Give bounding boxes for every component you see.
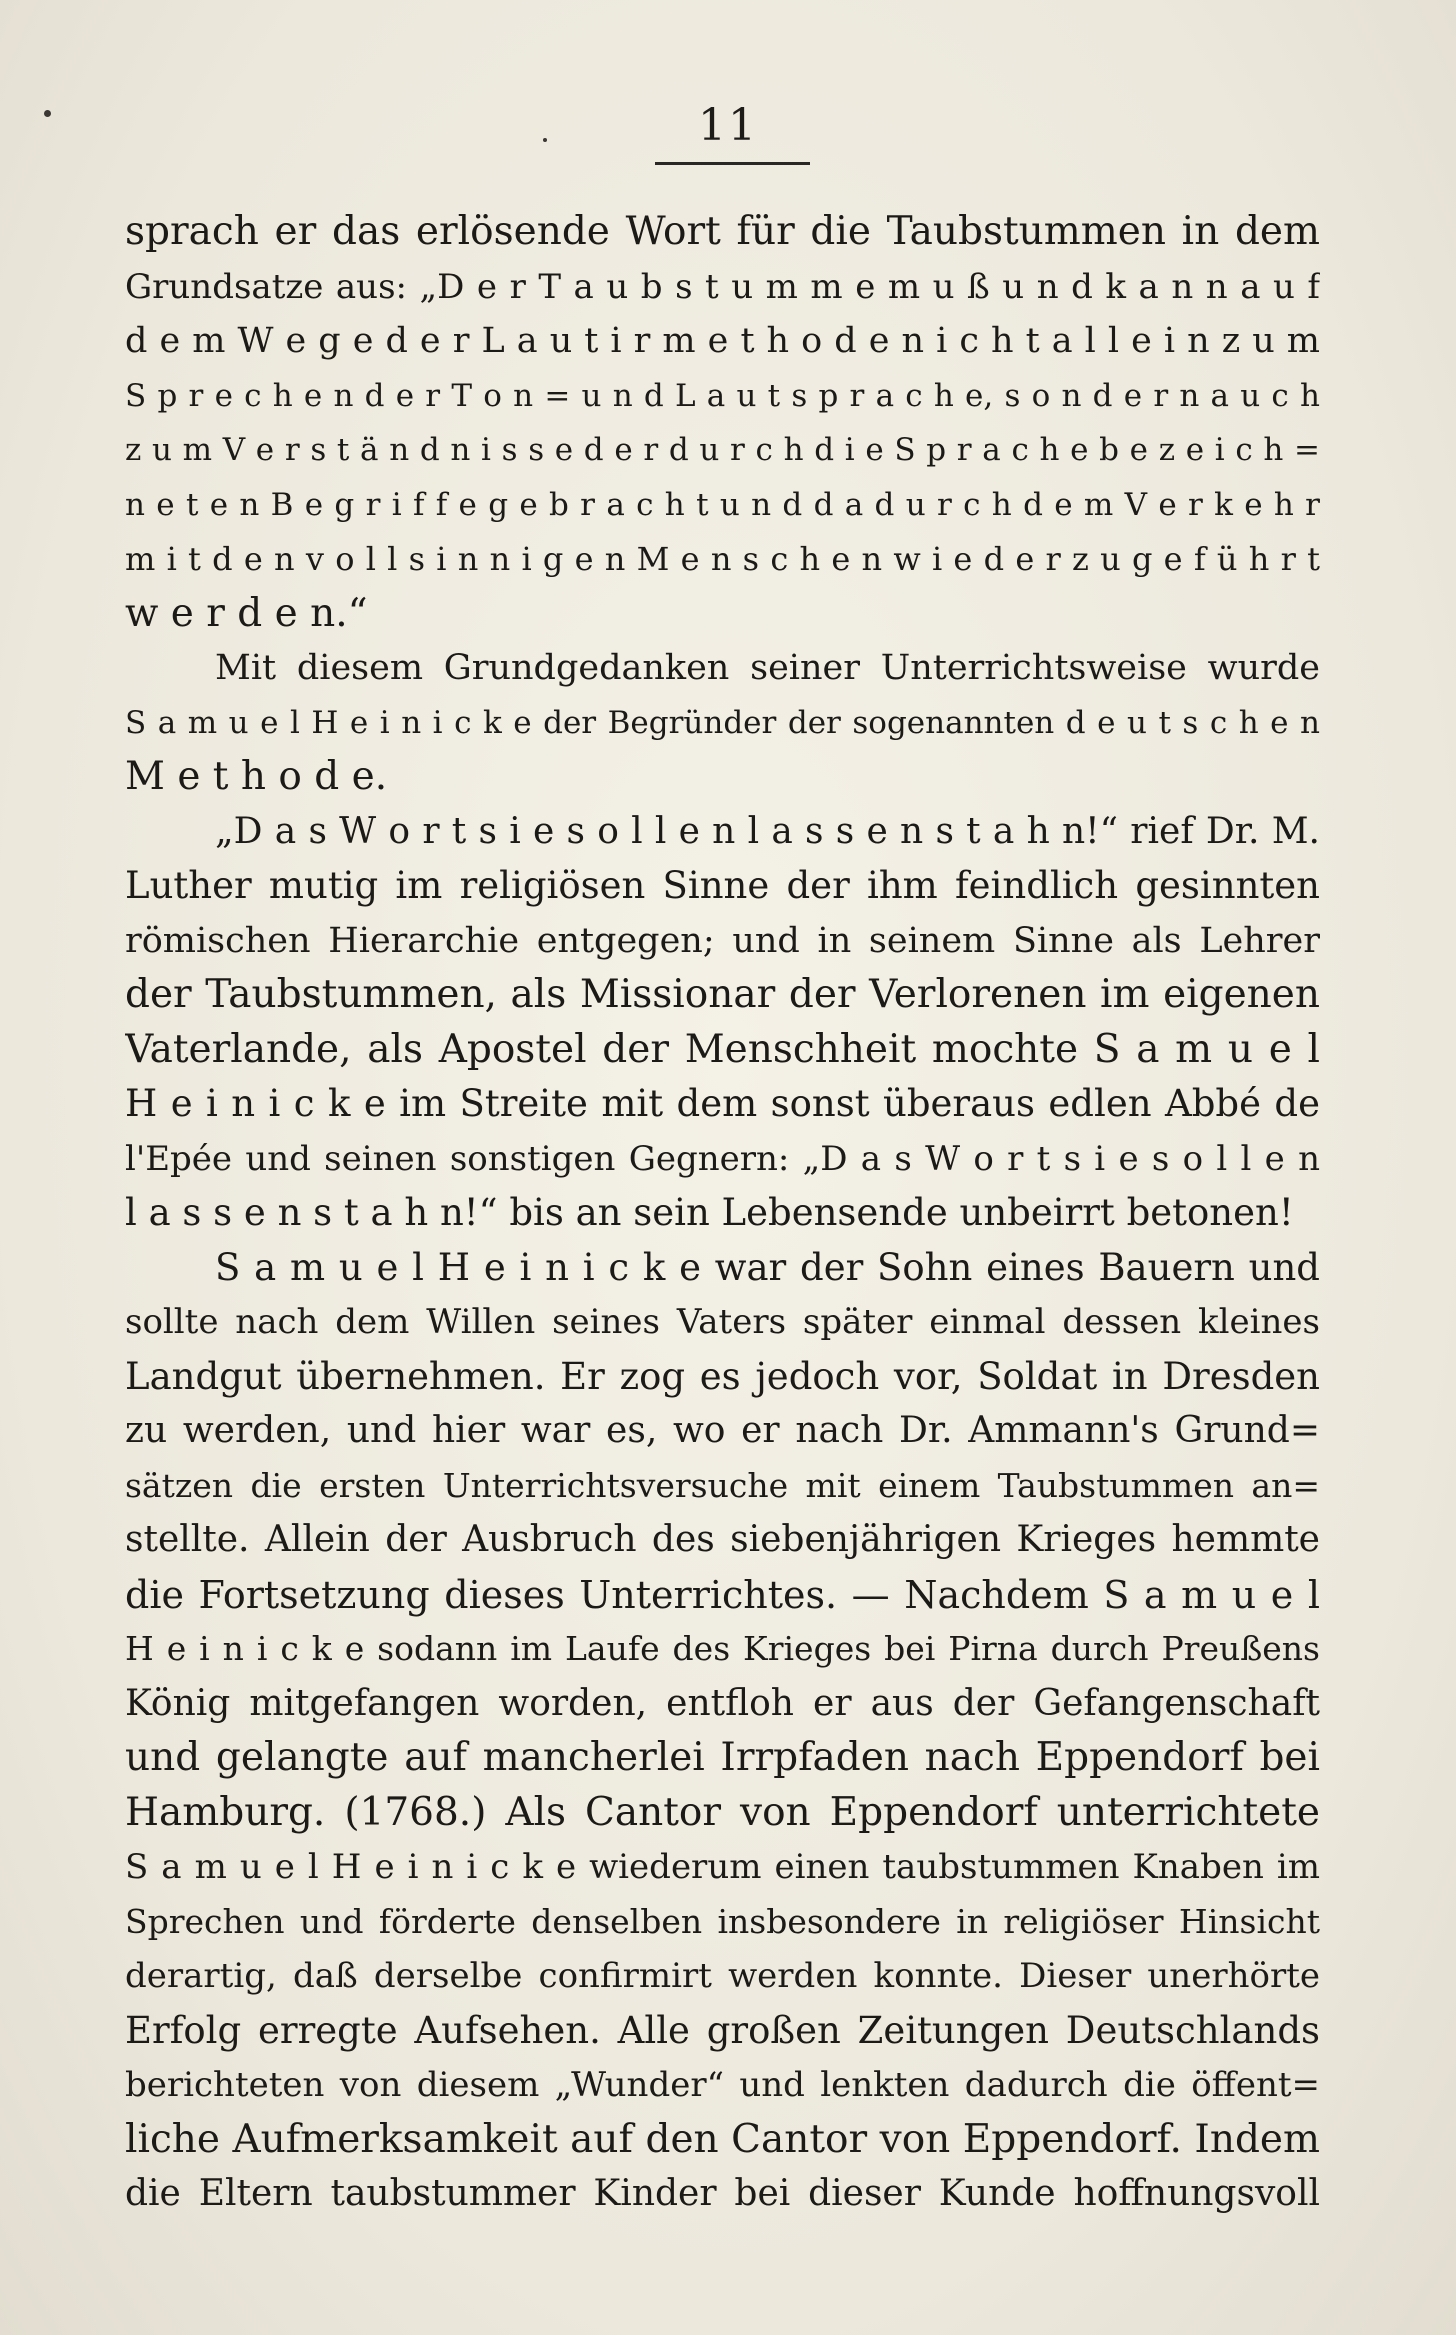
text-line: König mitgefangen worden, entfloh er aus der Gefangenschaft — [125, 1682, 1320, 1724]
text-line: Sprechen und förderte denselben insbesondere in religiöser Hinsicht — [125, 1901, 1320, 1941]
text-line: die Eltern taubstummer Kinder bei dieser Kunde hoffnungsvoll — [125, 2173, 1320, 2214]
text-line: und gelangte auf mancherlei Irrpfaden nach Eppendorf bei — [125, 1735, 1320, 1780]
page-number: 11 — [698, 100, 758, 151]
text-line: Vaterlande, als Apostel der Menschheit mochte S a m u e l — [125, 1026, 1320, 1072]
text-line: n e t e n B e g r i f f e g e b r a c h t u n d d a d u r c h d e m V e r k e h r — [125, 486, 1320, 523]
text-line: Grundsatze aus: „D e r T a u b s t u m m e m u ß u n d k a n n a u f — [125, 266, 1320, 307]
text-line: m i t d e n v o l l s i n n i g e n M e n s c h e n w i e d e r z u g e f ü h r t — [125, 540, 1320, 578]
text-line: Hamburg. (1768.) Als Cantor von Eppendorf unterrichtete — [125, 1789, 1320, 1835]
text-line: derartig, daß derselbe confirmirt werden konnte. Dieser unerhörte — [125, 1956, 1320, 1996]
header-rule — [655, 162, 810, 165]
text-line: sprach er das erlösende Wort für die Taubstummen in dem — [125, 209, 1320, 254]
text-line: „D a s W o r t s i e s o l l e n l a s s e n s t a h n!“ rief Dr. M. — [215, 810, 1320, 852]
text-line: H e i n i c k e sodann im Laufe des Krieges bei Pirna durch Preußens — [125, 1629, 1320, 1668]
text-line: sollte nach dem Willen seines Vaters später einmal dessen kleines — [125, 1302, 1320, 1342]
text-line: sätzen die ersten Unterrichtsversuche mit einem Taubstummen an= — [125, 1465, 1320, 1505]
text-line: zu werden, und hier war es, wo er nach Dr. Ammann's Grund= — [125, 1410, 1320, 1451]
text-line: l'Epée und seinen sonstigen Gegnern: „D a s W o r t s i e s o l l e n — [125, 1138, 1320, 1179]
text-line: Landgut übernehmen. Er zog es jedoch vor, Soldat in Dresden — [125, 1354, 1320, 1398]
text-line: d e m W e g e d e r L a u t i r m e t h o d e n i c h t a l l e i n z u m — [125, 321, 1320, 361]
text-line: stellte. Allein der Ausbruch des siebenjährigen Krieges hemmte — [125, 1519, 1320, 1560]
text-line: M e t h o d e. — [125, 754, 388, 799]
text-line: S p r e c h e n d e r T o n = u n d L a u t s p r a c h e, s o n d e r n a u c h — [125, 377, 1320, 414]
text-line: Mit diesem Grundgedanken seiner Unterrichtsweise wurde — [215, 648, 1320, 688]
text-line: l a s s e n s t a h n!“ bis an sein Lebensende unbeirrt betonen! — [125, 1191, 1294, 1234]
text-line: Luther mutig im religiösen Sinne der ihm feindlich gesinnten — [125, 864, 1320, 907]
text-line: S a m u e l H e i n i c k e der Begründer der sogenannten d e u t s c h e n — [125, 704, 1320, 741]
text-line: die Fortsetzung dieses Unterrichtes. — Nachdem S a m u e l — [125, 1572, 1320, 1617]
text-line: H e i n i c k e im Streite mit dem sonst überaus edlen Abbé de — [125, 1082, 1320, 1125]
text-line: berichteten von diesem „Wunder“ und lenkten dadurch die öffent= — [125, 2065, 1320, 2105]
text-line: römischen Hierarchie entgegen; und in seinem Sinne als Lehrer — [125, 920, 1320, 961]
text-line: Erfolg erregte Aufsehen. Alle großen Zeitungen Deutschlands — [125, 2008, 1320, 2052]
text-line: S a m u e l H e i n i c k e wiederum einen taubstummen Knaben im — [125, 1847, 1320, 1887]
text-line: z u m V e r s t ä n d n i s s e d e r d u r c h d i e S p r a c h e b e z e i c h = — [125, 432, 1320, 468]
text-line: w e r d e n.“ — [125, 590, 368, 636]
text-line: der Taubstummen, als Missionar der Verlorenen im eigenen — [125, 972, 1320, 1017]
text-line: liche Aufmerksamkeit auf den Cantor von Eppendorf. Indem — [125, 2116, 1320, 2162]
body-text — [125, 205, 1320, 2222]
text-line: S a m u e l H e i n i c k e war der Sohn eines Bauern und — [215, 1245, 1320, 1289]
